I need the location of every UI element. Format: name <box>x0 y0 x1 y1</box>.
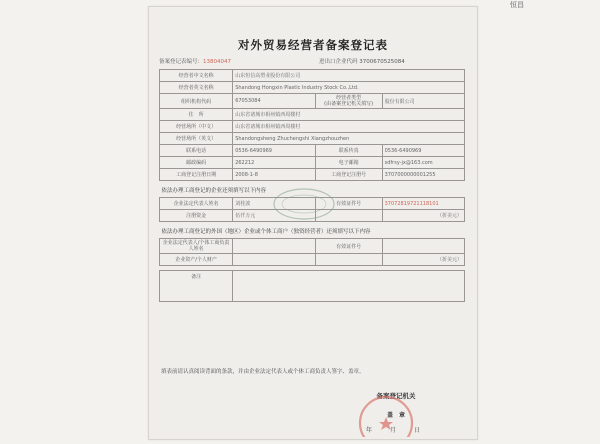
foreign-id-value <box>382 239 464 254</box>
operator-type-value: 股份有限公司 <box>382 94 464 109</box>
biz-date-label: 工商登记注册日期 <box>160 169 233 181</box>
import-export-code-value: 3700670525084 <box>359 59 405 65</box>
place-en-value: Shandongsheng Zhuchengshi Xiangzhouzhen <box>233 133 465 145</box>
address-value: 山东省诸城市相州镇西周楼村 <box>233 109 465 121</box>
rep-name-value: 刘桂波 <box>233 198 315 210</box>
green-stamp-mark <box>269 184 339 224</box>
email-value: sdfrsy-jx@163.com <box>382 157 464 169</box>
operator-type-label: 经营者类型 (由备案登记机关填写) <box>315 94 382 109</box>
seal-label: 备案登记机关 <box>376 392 416 400</box>
postcode-value: 262212 <box>233 157 315 169</box>
seal-area <box>341 387 451 437</box>
foreign-rep-value <box>233 239 315 254</box>
fax-value: 0536-6490969 <box>382 145 464 157</box>
import-export-code <box>319 57 405 65</box>
remark-label: 备注 <box>160 271 233 302</box>
official-seal-stamp <box>341 387 451 437</box>
registration-number <box>159 57 231 65</box>
instruction-note: 填表前请认真阅读背面的条款，并由企业法定代表人或个体工商负责人签字、盖章。 <box>161 369 365 375</box>
en-name-label: 经营者英文名称 <box>160 82 233 94</box>
foreign-rep-label: 企业法定代表人/个体工商负责人姓名 <box>160 239 233 254</box>
import-export-code-label: 进出口企业代码 <box>319 59 358 65</box>
registration-form-sheet <box>148 6 478 440</box>
section-2-heading: 依法办理工商登记的外国（地区）企业或个体工商户（独资经营者）还须填写以下内容 <box>160 222 465 239</box>
biz-date-value: 2008-1-8 <box>233 169 315 181</box>
corner-code: 恒昌 <box>510 1 524 9</box>
org-code-value: 67053084 <box>233 94 315 109</box>
email-label: 电子邮箱 <box>315 157 382 169</box>
registration-number-label: 备案登记表编号： <box>159 59 204 65</box>
fax-label: 联系传真 <box>315 145 382 157</box>
phone-value: 0536-6490969 <box>233 145 315 157</box>
rep-id-value: 37072819721118101 <box>382 198 464 210</box>
place-en-label: 经营场所（英文） <box>160 133 233 145</box>
asset-blank <box>315 254 382 266</box>
org-code-label: 组织机构代码 <box>160 94 233 109</box>
capital-currency-note: （折美元） <box>382 210 464 222</box>
phone-label: 联系电话 <box>160 145 233 157</box>
form-title: 对外贸易经营者备案登记表 <box>238 38 388 52</box>
address-label: 住 所 <box>160 109 233 121</box>
cn-name-label: 经营者中文名称 <box>160 70 233 82</box>
remark-value <box>233 271 465 302</box>
asset-value <box>233 254 315 266</box>
place-cn-label: 经营场所（中文） <box>160 121 233 133</box>
asset-label: 企业资产/个人财产 <box>160 254 233 266</box>
rep-name-label: 企业法定代表人姓名 <box>160 198 233 210</box>
foreign-id-label: 有效证件号 <box>315 239 382 254</box>
postcode-label: 邮政编码 <box>160 157 233 169</box>
place-cn-value: 山东省诸城市相州镇西周楼村 <box>233 121 465 133</box>
capital-value: 伍仟万元 <box>233 210 315 222</box>
registration-number-value: 13804047 <box>203 59 232 65</box>
asset-currency-note: （折美元） <box>382 254 464 266</box>
capital-label: 注册资金 <box>160 210 233 222</box>
biz-no-label: 工商登记注册号 <box>315 169 382 181</box>
biz-no-value: 3707000000001255 <box>382 169 464 181</box>
en-name-value: Shandong Hongxin Plastic Industry Stock Co.,Ltd. <box>233 82 465 94</box>
cn-name-value: 山东恒信高塑业股份有限公司 <box>233 70 465 82</box>
seal-mark: 盖 章 <box>386 412 405 419</box>
seal-date: 年 月 日 <box>365 427 426 434</box>
rep-id-label: 有效证件号 <box>315 198 382 210</box>
section-1-heading: 依法办理工商登记的企业还须填写以下内容 <box>160 181 465 198</box>
